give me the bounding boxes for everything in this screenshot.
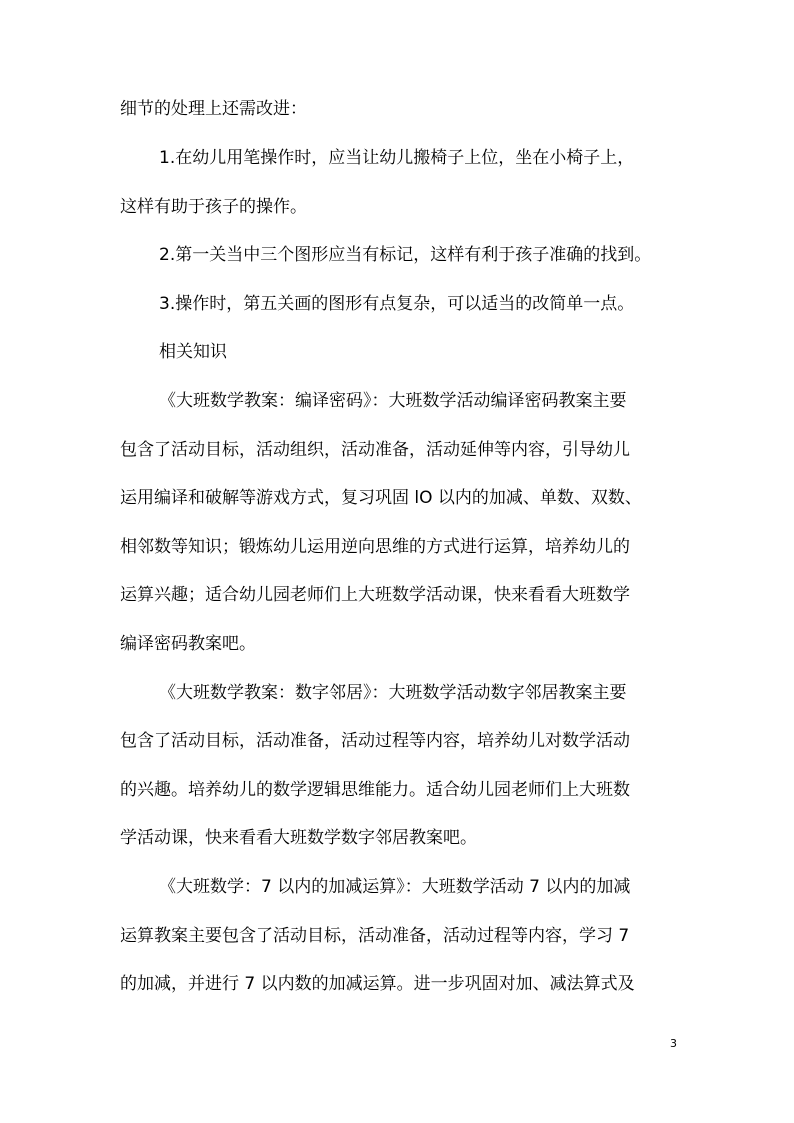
text-line: 包含了活动目标，活动准备，活动过程等内容，培养幼儿对数学活动 xyxy=(120,731,630,751)
text-line: 学活动课，快来看看大班数学数字邻居教案吧。 xyxy=(120,828,477,848)
text-line: 细节的处理上还需改进： xyxy=(120,99,307,119)
text-line: 相邻数等知识；锻炼幼儿运用逆向思维的方式进行运算，培养幼儿的 xyxy=(120,537,630,557)
text-line: 3.操作时，第五关画的图形有点复杂，可以适当的改简单一点。 xyxy=(159,294,635,314)
text-line: 《大班数学：7 以内的加减运算》：大班数学活动 7 以内的加减 xyxy=(159,877,631,897)
text-line: 的兴趣。培养幼儿的数学逻辑思维能力。适合幼儿园老师们上大班数 xyxy=(120,780,630,800)
text-line: 《大班数学教案：数字邻居》：大班数学活动数字邻居教案主要 xyxy=(159,683,627,703)
text-line: 包含了活动目标，活动组织，活动准备，活动延伸等内容，引导幼儿 xyxy=(120,440,630,460)
page-number: 3 xyxy=(670,1037,677,1050)
text-line: 运算兴趣；适合幼儿园老师们上大班数学活动课，快来看看大班数学 xyxy=(120,585,630,605)
text-line: 编译密码教案吧。 xyxy=(120,634,256,654)
text-line: 运用编译和破解等游戏方式，复习巩固 lO 以内的加减、单数、双数、 xyxy=(120,488,642,508)
text-line: 1.在幼儿用笔操作时，应当让幼儿搬椅子上位，坐在小椅子上， xyxy=(159,148,635,168)
section-heading: 相关知识 xyxy=(159,342,227,362)
text-line: 《大班数学教案：编译密码》：大班数学活动编译密码教案主要 xyxy=(159,391,627,411)
text-line: 的加减，并进行 7 以内数的加减运算。进一步巩固对加、减法算式及 xyxy=(120,974,635,994)
text-line: 这样有助于孩子的操作。 xyxy=(120,197,307,217)
text-line: 运算教案主要包含了活动目标，活动准备，活动过程等内容，学习 7 xyxy=(120,926,630,946)
text-line: 2.第一关当中三个图形应当有标记，这样有利于孩子准确的找到。 xyxy=(159,245,652,265)
